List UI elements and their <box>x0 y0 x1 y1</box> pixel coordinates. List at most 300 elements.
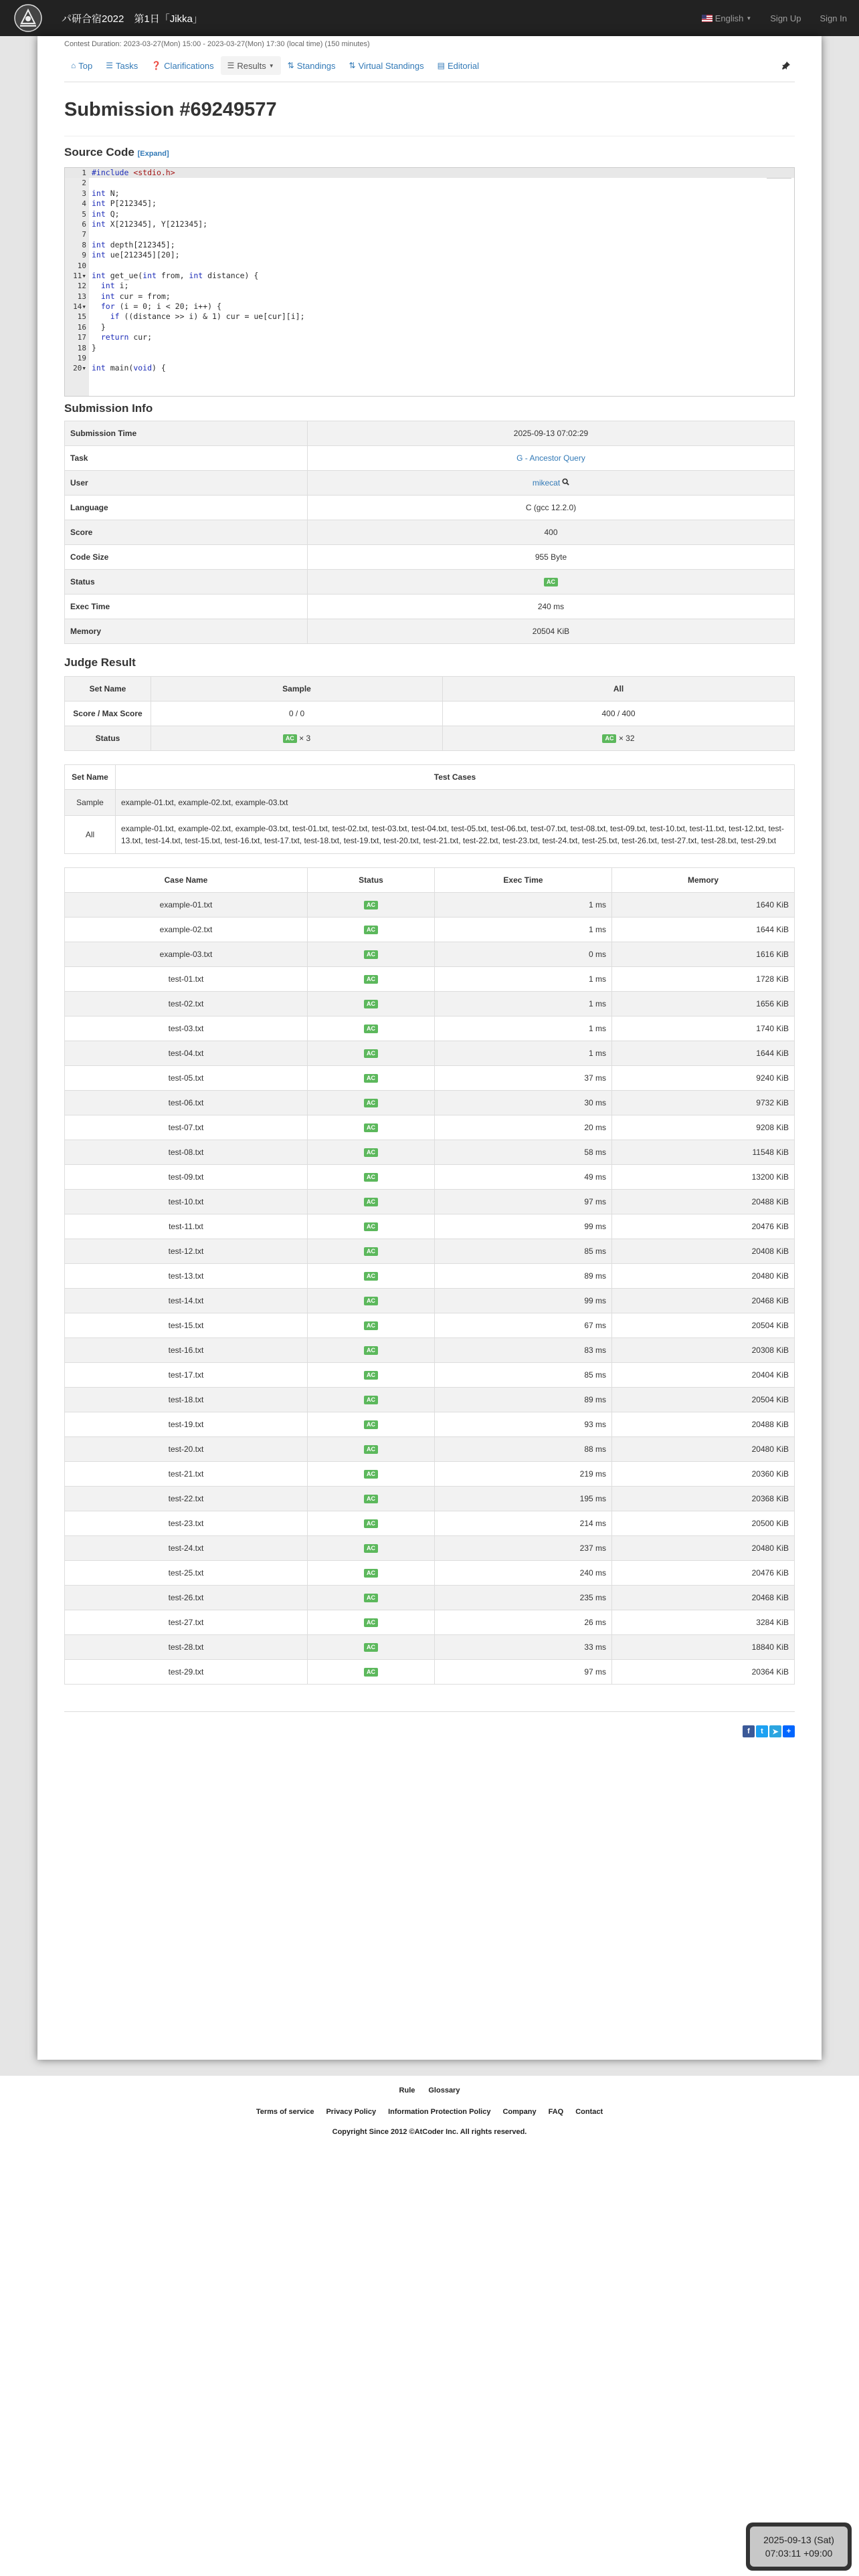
info-value: 240 ms <box>308 595 795 619</box>
line-text: } <box>92 342 96 352</box>
code-line <box>65 281 794 291</box>
case-memory: 20480 KiB <box>612 1264 795 1289</box>
case-status <box>308 1412 435 1437</box>
case-memory: 1644 KiB <box>612 1041 795 1066</box>
line-number: 17 <box>77 333 86 342</box>
test-sets-table <box>64 764 795 854</box>
table-row <box>65 1388 795 1412</box>
case-status <box>308 1561 435 1586</box>
case-status <box>308 1487 435 1511</box>
code-line <box>65 292 794 302</box>
case-status <box>308 1610 435 1635</box>
case-memory: 20404 KiB <box>612 1363 795 1388</box>
case-exec-time: 99 ms <box>435 1214 612 1239</box>
case-memory: 20468 KiB <box>612 1289 795 1313</box>
code-line <box>65 271 794 281</box>
footer-link[interactable]: Rule <box>399 2086 415 2095</box>
status-badge: AC <box>364 1173 378 1182</box>
line-number: 4 <box>82 199 86 209</box>
info-value: C (gcc 12.2.0) <box>308 496 795 520</box>
case-memory: 9240 KiB <box>612 1066 795 1091</box>
case-memory: 1616 KiB <box>612 942 795 967</box>
status-badge: AC <box>364 1198 378 1206</box>
atcoder-logo[interactable] <box>11 2 45 34</box>
case-status <box>308 1660 435 1685</box>
case-memory: 9732 KiB <box>612 1091 795 1115</box>
status-badge: AC <box>364 975 378 984</box>
line-number: 15 <box>77 312 86 322</box>
col-memory: Memory <box>612 868 795 893</box>
status-badge: AC <box>364 926 378 934</box>
set-cases: example-01.txt, example-02.txt, example-03.txt, test-01.txt, test-02.txt, test-03.txt, test-04.txt, test-05.txt, test-06.txt, test-07.txt, test-08.txt, test-09.txt, test-10.txt, test-11.txt, test-12.txt, test-13.txt, test-14.txt, test-15.txt, test-16.txt, test-17.txt, test-18.txt, test-19.txt, test-20.txt, test-21.txt, test-22.txt, test-23.txt, test-24.txt, test-25.txt, test-26.txt, test-27.txt, test-28.txt, test-29.txt <box>116 816 795 854</box>
table-row <box>65 1437 795 1462</box>
divider <box>64 1711 795 1712</box>
case-exec-time: 1 ms <box>435 918 612 942</box>
line-number: 20▾ <box>73 364 86 373</box>
code-line <box>65 219 794 229</box>
line-text: #include <stdio.h> <box>92 168 175 177</box>
case-name: test-07.txt <box>65 1115 308 1140</box>
info-value: 400 <box>308 520 795 545</box>
case-status <box>308 1066 435 1091</box>
language-dropdown[interactable] <box>702 13 752 23</box>
info-label: User <box>65 471 308 496</box>
case-exec-time: 83 ms <box>435 1338 612 1363</box>
status-badge: AC <box>364 1025 378 1033</box>
case-memory: 20476 KiB <box>612 1561 795 1586</box>
line-text: int cur = from; <box>100 291 171 301</box>
case-status <box>308 1289 435 1313</box>
status-badge: AC <box>364 1371 378 1380</box>
set-name: All <box>65 816 116 854</box>
judge-result-heading: Judge Result <box>64 656 136 669</box>
line-text: int i; <box>100 281 129 291</box>
footer-link[interactable]: Information Protection Policy <box>388 2108 491 2116</box>
case-status <box>308 967 435 992</box>
case-exec-time: 37 ms <box>435 1066 612 1091</box>
code-line <box>65 332 794 342</box>
status-badge: AC <box>364 1668 378 1677</box>
table-row <box>65 1140 795 1165</box>
info-row <box>65 471 795 496</box>
case-name: test-21.txt <box>65 1462 308 1487</box>
case-status <box>308 1511 435 1536</box>
case-status <box>308 1338 435 1363</box>
table-row <box>65 967 795 992</box>
status-badge: AC <box>544 578 558 586</box>
info-label: Score <box>65 520 308 545</box>
case-name: test-03.txt <box>65 1016 308 1041</box>
table-row <box>65 992 795 1016</box>
us-flag-icon <box>702 15 712 22</box>
line-text: int P[212345]; <box>92 199 157 209</box>
info-row <box>65 446 795 471</box>
line-text: return cur; <box>100 332 153 342</box>
status-badge: AC <box>364 1000 378 1008</box>
submission-info-table <box>64 421 795 644</box>
line-number: 1 <box>82 169 86 177</box>
facebook-icon[interactable]: f <box>743 1725 755 1737</box>
status-count: × 32 <box>618 733 635 743</box>
case-name: test-26.txt <box>65 1586 308 1610</box>
line-number: 5 <box>82 209 86 219</box>
case-status <box>308 1264 435 1289</box>
twitter-icon[interactable]: t <box>756 1725 768 1737</box>
case-status <box>308 1214 435 1239</box>
case-exec-time: 20 ms <box>435 1115 612 1140</box>
status-badge: AC <box>364 950 378 959</box>
case-status <box>308 1190 435 1214</box>
case-memory: 1656 KiB <box>612 992 795 1016</box>
expand-link[interactable]: [Expand] <box>137 150 169 158</box>
case-memory: 20360 KiB <box>612 1462 795 1487</box>
set-cases: example-01.txt, example-02.txt, example-03.txt <box>116 790 795 816</box>
footer-link[interactable]: Privacy Policy <box>326 2108 377 2116</box>
case-memory: 20476 KiB <box>612 1214 795 1239</box>
case-memory: 1640 KiB <box>612 893 795 918</box>
status-badge: AC <box>364 1148 378 1157</box>
line-number: 16 <box>77 322 86 332</box>
line-text: int ue[212345][20]; <box>92 250 180 260</box>
case-exec-time: 1 ms <box>435 1041 612 1066</box>
footer-link[interactable]: Company <box>502 2108 537 2116</box>
tab-label: Standings <box>296 60 336 71</box>
sort-icon: ⇅ <box>349 61 356 70</box>
line-text: for (i = 0; i < 20; i++) { <box>100 302 221 312</box>
case-memory: 20488 KiB <box>612 1190 795 1214</box>
tab-tasks[interactable] <box>99 53 145 78</box>
case-status <box>308 1041 435 1066</box>
duration-label: Contest Duration: <box>64 40 122 48</box>
case-status <box>308 1363 435 1388</box>
list-icon: ☰ <box>227 61 235 70</box>
case-status <box>308 1165 435 1190</box>
case-name: test-27.txt <box>65 1610 308 1635</box>
case-exec-time: 89 ms <box>435 1388 612 1412</box>
clock-date: 2025-09-13 (Sat) <box>763 2535 834 2545</box>
source-code-heading <box>64 146 795 160</box>
case-status <box>308 1239 435 1264</box>
case-exec-time: 85 ms <box>435 1239 612 1264</box>
code-line <box>65 353 794 363</box>
info-row <box>65 619 795 644</box>
case-name: test-22.txt <box>65 1487 308 1511</box>
pin-icon[interactable] <box>777 57 795 74</box>
code-line <box>65 261 794 271</box>
status-badge: AC <box>364 1618 378 1627</box>
tab-label: Top <box>78 60 93 71</box>
table-row <box>65 1462 795 1487</box>
telegram-icon[interactable]: ➤ <box>769 1725 781 1737</box>
info-label: Code Size <box>65 545 308 570</box>
status-badge: AC <box>364 1123 378 1132</box>
tab-label: Editorial <box>447 60 479 71</box>
task-link[interactable]: G - Ancestor Query <box>516 453 585 463</box>
case-name: test-25.txt <box>65 1561 308 1586</box>
table-row <box>65 1313 795 1338</box>
line-text: int Q; <box>92 209 120 219</box>
list-icon: ☰ <box>106 61 113 70</box>
source-code-block[interactable] <box>64 167 795 397</box>
case-name: example-02.txt <box>65 918 308 942</box>
contest-name-link[interactable]: パ研合宿2022 第1日「Jikka」 <box>62 13 203 25</box>
info-label: Submission Time <box>65 421 308 446</box>
code-line <box>65 189 794 199</box>
tab-standings[interactable] <box>281 53 343 78</box>
line-text: int N; <box>92 188 120 198</box>
col-exec-time: Exec Time <box>435 868 612 893</box>
tab-label: Clarifications <box>164 60 214 71</box>
main-container <box>37 36 822 2060</box>
case-exec-time: 97 ms <box>435 1660 612 1685</box>
info-value: 2025-09-13 07:02:29 <box>308 421 795 446</box>
case-memory: 20308 KiB <box>612 1338 795 1363</box>
table-row <box>65 1165 795 1190</box>
case-exec-time: 195 ms <box>435 1487 612 1511</box>
table-row <box>65 1239 795 1264</box>
line-number: 14▾ <box>73 302 86 312</box>
case-name: example-03.txt <box>65 942 308 967</box>
case-exec-time: 85 ms <box>435 1363 612 1388</box>
case-name: test-06.txt <box>65 1091 308 1115</box>
status-label: Status <box>65 726 151 751</box>
line-number: 13 <box>77 292 86 301</box>
case-exec-time: 1 ms <box>435 893 612 918</box>
status-badge: AC <box>364 1470 378 1479</box>
case-exec-time: 49 ms <box>435 1165 612 1190</box>
line-number: 10 <box>77 261 86 270</box>
case-memory: 20480 KiB <box>612 1437 795 1462</box>
case-exec-time: 235 ms <box>435 1586 612 1610</box>
case-exec-time: 58 ms <box>435 1140 612 1165</box>
case-status <box>308 1536 435 1561</box>
case-status <box>308 1140 435 1165</box>
footer-link[interactable]: FAQ <box>548 2108 564 2116</box>
line-text: int get_ue(int from, int distance) { <box>92 270 259 280</box>
search-icon[interactable] <box>562 478 569 488</box>
case-status <box>308 1635 435 1660</box>
case-memory: 20480 KiB <box>612 1536 795 1561</box>
table-row <box>65 1190 795 1214</box>
line-number: 9 <box>82 251 86 260</box>
book-icon: ▤ <box>437 61 445 70</box>
sort-icon: ⇅ <box>287 61 294 70</box>
code-line <box>65 168 794 178</box>
col-setname: Set Name <box>65 765 116 790</box>
footer-links-secondary <box>0 2108 859 2116</box>
fixed-clock <box>746 2523 852 2571</box>
case-memory: 1728 KiB <box>612 967 795 992</box>
case-exec-time: 97 ms <box>435 1190 612 1214</box>
col-case-name: Case Name <box>65 868 308 893</box>
case-name: test-09.txt <box>65 1165 308 1190</box>
status-badge: AC <box>364 1569 378 1578</box>
table-row <box>65 1264 795 1289</box>
info-row <box>65 496 795 520</box>
status-sample <box>151 726 443 751</box>
case-name: test-08.txt <box>65 1140 308 1165</box>
case-memory: 20408 KiB <box>612 1239 795 1264</box>
line-text: } <box>92 322 106 332</box>
line-number: 2 <box>82 179 86 188</box>
status-badge: AC <box>364 1297 378 1305</box>
info-label: Language <box>65 496 308 520</box>
case-status <box>308 1586 435 1610</box>
case-exec-time: 99 ms <box>435 1289 612 1313</box>
line-number: 8 <box>82 240 86 249</box>
status-badge: AC <box>364 1074 378 1083</box>
source-code-title: Source Code <box>64 146 134 158</box>
footer-link[interactable]: Terms of service <box>256 2108 314 2116</box>
duration-range: 2023-03-27(Mon) 15:00 - 2023-03-27(Mon) 17:30 (local time) (150 minutes) <box>123 40 370 48</box>
case-name: test-10.txt <box>65 1190 308 1214</box>
code-line <box>65 312 794 322</box>
status-badge: AC <box>364 1495 378 1503</box>
table-row <box>65 1487 795 1511</box>
page-title: Submission #69249577 <box>64 99 277 120</box>
info-label: Status <box>65 570 308 595</box>
code-line <box>65 229 794 239</box>
tab-virtual-standings[interactable] <box>343 53 431 78</box>
footer-link[interactable]: Glossary <box>428 2086 460 2095</box>
tab-label: Results <box>237 60 266 71</box>
case-memory: 9208 KiB <box>612 1115 795 1140</box>
case-memory: 20504 KiB <box>612 1388 795 1412</box>
case-status <box>308 893 435 918</box>
tab-clarifications[interactable] <box>145 53 220 78</box>
case-status <box>308 1115 435 1140</box>
case-exec-time: 26 ms <box>435 1610 612 1635</box>
line-number: 7 <box>82 230 86 239</box>
case-exec-time: 1 ms <box>435 1016 612 1041</box>
tab-top[interactable] <box>64 53 99 78</box>
case-memory: 13200 KiB <box>612 1165 795 1190</box>
code-line <box>65 343 794 353</box>
table-row <box>65 1635 795 1660</box>
case-name: test-13.txt <box>65 1264 308 1289</box>
status-badge: AC <box>364 1049 378 1058</box>
footer-link[interactable]: Contact <box>575 2108 603 2116</box>
judge-result-table <box>64 676 795 751</box>
signup-link[interactable]: Sign Up <box>770 13 801 23</box>
tab-label: Tasks <box>115 60 138 71</box>
table-row <box>65 1536 795 1561</box>
info-row <box>65 545 795 570</box>
info-value: 955 Byte <box>308 545 795 570</box>
status-badge: AC <box>364 1099 378 1107</box>
share-plus-icon[interactable]: + <box>783 1725 795 1737</box>
case-memory: 1644 KiB <box>612 918 795 942</box>
case-name: test-02.txt <box>65 992 308 1016</box>
case-name: test-18.txt <box>65 1388 308 1412</box>
case-status <box>308 1016 435 1041</box>
status-badge: AC <box>364 1346 378 1355</box>
table-row <box>65 1091 795 1115</box>
table-row <box>65 1586 795 1610</box>
case-status <box>308 942 435 967</box>
table-row <box>65 1016 795 1041</box>
case-name: test-12.txt <box>65 1239 308 1264</box>
case-memory: 1740 KiB <box>612 1016 795 1041</box>
case-name: test-16.txt <box>65 1338 308 1363</box>
case-name: test-28.txt <box>65 1635 308 1660</box>
caret-down-icon: ▼ <box>746 15 752 21</box>
status-badge: AC <box>364 901 378 909</box>
case-name: test-01.txt <box>65 967 308 992</box>
code-line <box>65 178 794 188</box>
line-text: if ((distance >> i) & 1) cur = ue[cur][i]; <box>110 312 305 322</box>
line-text <box>89 261 92 271</box>
caret-down-icon: ▼ <box>268 62 274 69</box>
line-text <box>89 353 92 363</box>
status-badge: AC <box>364 1420 378 1429</box>
code-line <box>65 302 794 312</box>
user-link[interactable]: mikecat <box>532 478 561 488</box>
col-sample: Sample <box>151 677 443 702</box>
info-label: Exec Time <box>65 595 308 619</box>
line-number: 12 <box>77 282 86 291</box>
table-row <box>65 942 795 967</box>
set-name: Sample <box>65 790 116 816</box>
table-row <box>65 1660 795 1685</box>
status-badge: AC <box>364 1643 378 1652</box>
case-exec-time: 88 ms <box>435 1437 612 1462</box>
tab-editorial[interactable] <box>431 53 486 78</box>
case-name: example-01.txt <box>65 893 308 918</box>
copyright: Copyright Since 2012 ©AtCoder Inc. All rights reserved. <box>332 2128 527 2136</box>
score-sample: 0 / 0 <box>151 702 443 726</box>
col-status: Status <box>308 868 435 893</box>
footer <box>0 2086 859 2136</box>
status-badge: AC <box>364 1544 378 1553</box>
status-count: × 3 <box>299 733 311 743</box>
case-memory: 20368 KiB <box>612 1487 795 1511</box>
score-label: Score / Max Score <box>65 702 151 726</box>
status-badge: AC <box>364 1222 378 1231</box>
table-row <box>65 1363 795 1388</box>
table-row <box>65 1412 795 1437</box>
case-exec-time: 93 ms <box>435 1412 612 1437</box>
top-navbar <box>0 0 859 36</box>
case-exec-time: 237 ms <box>435 1536 612 1561</box>
case-exec-time: 1 ms <box>435 967 612 992</box>
case-status <box>308 1313 435 1338</box>
table-row <box>65 1041 795 1066</box>
info-row <box>65 520 795 545</box>
case-name: test-20.txt <box>65 1437 308 1462</box>
case-name: test-04.txt <box>65 1041 308 1066</box>
info-value <box>308 471 795 496</box>
line-text: int depth[212345]; <box>92 239 175 249</box>
case-memory: 20468 KiB <box>612 1586 795 1610</box>
info-row <box>65 570 795 595</box>
line-text <box>89 178 92 188</box>
status-badge: AC <box>364 1247 378 1256</box>
case-name: test-23.txt <box>65 1511 308 1536</box>
code-line <box>65 209 794 219</box>
score-all: 400 / 400 <box>443 702 795 726</box>
code-lines <box>65 168 794 374</box>
tab-results-dropdown[interactable] <box>221 56 281 75</box>
contest-duration <box>64 40 795 51</box>
case-memory: 20500 KiB <box>612 1511 795 1536</box>
table-row <box>65 893 795 918</box>
status-badge: AC <box>364 1519 378 1528</box>
line-number: 11▾ <box>73 271 86 280</box>
case-status <box>308 1091 435 1115</box>
signin-link[interactable]: Sign In <box>820 13 847 23</box>
info-value: 20504 KiB <box>308 619 795 644</box>
